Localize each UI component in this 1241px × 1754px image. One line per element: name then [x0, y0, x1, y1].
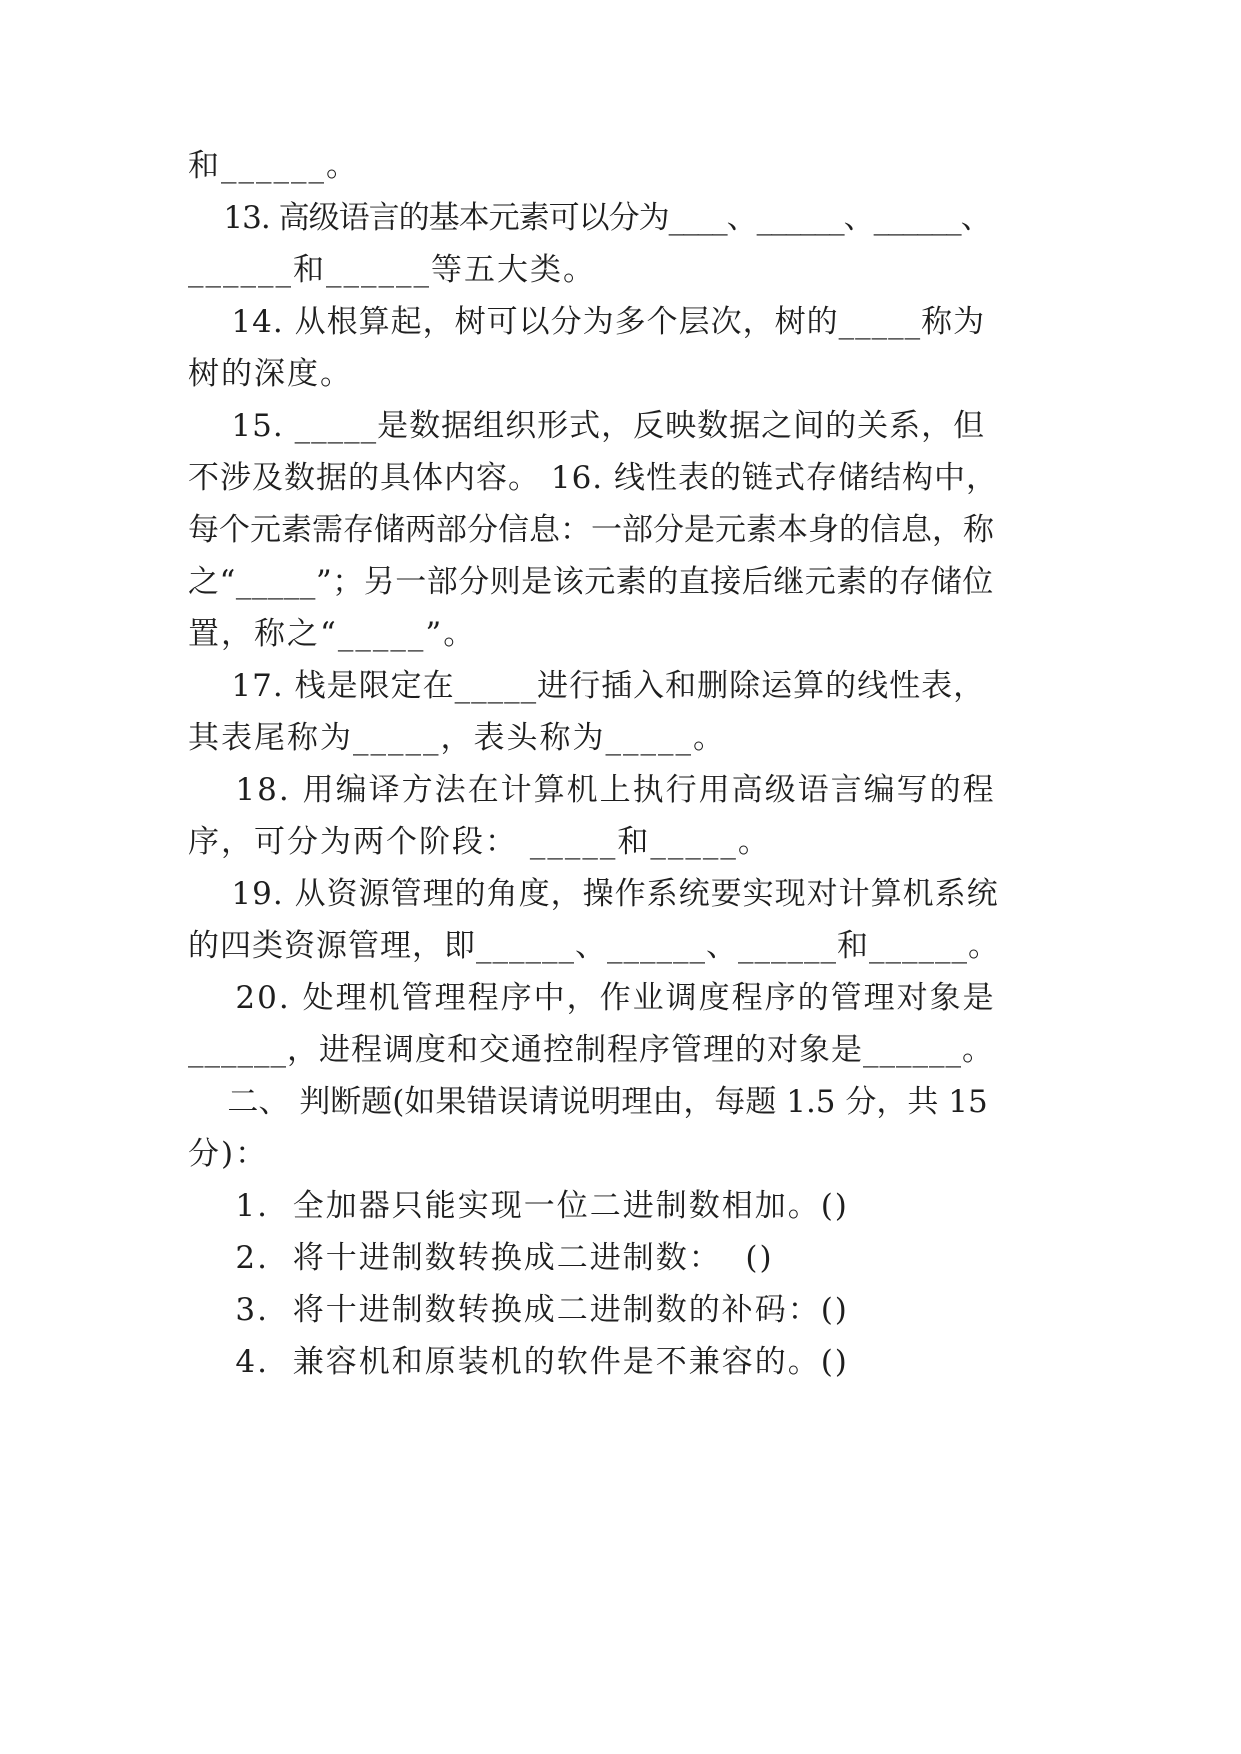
text-line: 17. 栈是限定在_____进行插入和删除运算的线性表，: [188, 668, 986, 704]
text-line: 的四类资源管理，即______、______、______和______。: [188, 928, 1000, 964]
text-line: 树的深度。: [188, 356, 353, 392]
text-line: 序，可分为两个阶段： _____和_____。: [188, 824, 771, 860]
text-line: 15. _____是数据组织形式，反映数据之间的关系，但: [188, 408, 986, 444]
text-line: 每个元素需存储两部分信息：一部分是元素本身的信息，称: [188, 512, 994, 548]
text-line: 和______。: [188, 148, 359, 184]
text-line: 14. 从根算起，树可以分为多个层次，树的_____称为: [188, 304, 986, 340]
section-heading: 二、 判断题(如果错误请说明理由，每题 1.5 分，共 15: [188, 1084, 988, 1120]
text-line: 置，称之“_____”。: [188, 616, 477, 652]
text-line: ______和______等五大类。: [188, 252, 596, 288]
text-line: ______，进程调度和交通控制程序管理的对象是______。: [188, 1032, 994, 1068]
text-line: 其表尾称为_____，表头称为_____。: [188, 720, 726, 756]
text-line: 13. 高级语言的基本元素可以分为____、______、______、: [188, 200, 991, 236]
text-line: 分)：: [188, 1136, 269, 1172]
text-line: 18. 用编译方法在计算机上执行用高级语言编写的程: [188, 772, 996, 808]
text-line: 20. 处理机管理程序中，作业调度程序的管理对象是: [188, 980, 996, 1016]
text-line: 之“_____”；另一部分则是该元素的直接后继元素的存储位: [188, 564, 994, 600]
text-line: 不涉及数据的具体内容。 16. 线性表的链式存储结构中，: [188, 460, 999, 496]
text-line: 3. 将十进制数转换成二进制数的补码：(): [188, 1292, 849, 1328]
text-line: 1. 全加器只能实现一位二进制数相加。(): [188, 1188, 849, 1224]
text-line: 4. 兼容机和原装机的软件是不兼容的。(): [188, 1344, 849, 1380]
text-line: 19. 从资源管理的角度，操作系统要实现对计算机系统: [188, 876, 999, 912]
text-line: 2. 将十进制数转换成二进制数： (): [188, 1240, 774, 1276]
